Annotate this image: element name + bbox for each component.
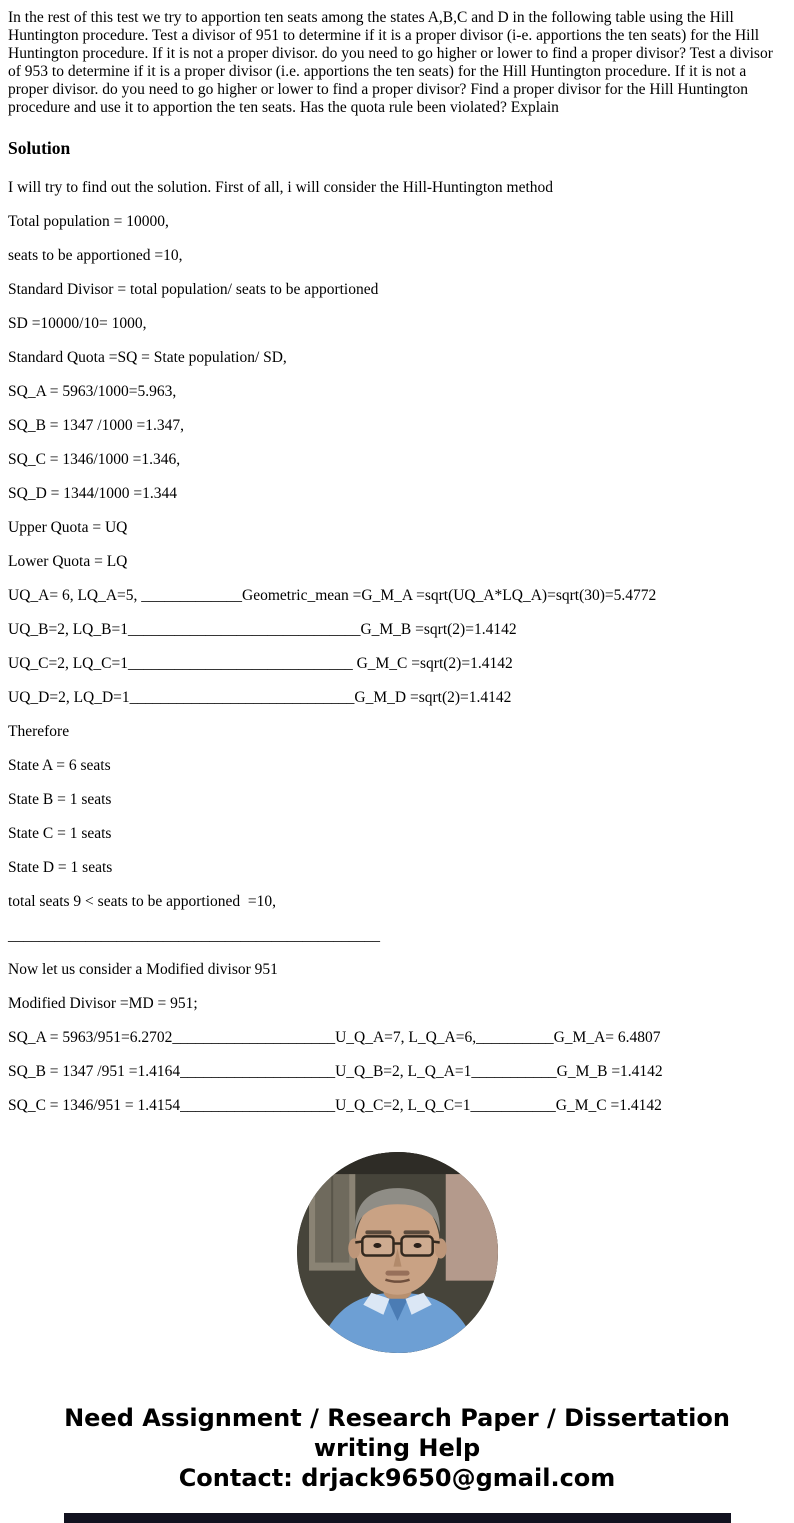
problem-statement: In the rest of this test we try to apportion ten seats among the states A,B,C and D in the following table using the Hill Huntington procedure. Test a divisor of 951 to determine if it is a proper divisor (i-e. apportions the ten seats) for the Hill Huntington procedure. If it is not a proper divisor. do you need to go higher or lower to find a proper divisor? Test a divisor of 953 to determine if it is a proper divisor (i.e. apportions the ten seats) for the Hill Huntington procedure. If it is not a proper divisor. do you need to go higher or lower to find a proper divisor? Find a proper divisor for the Hill Huntington procedure and use it to apportion the ten seats. Has the quota rule been violated? Explain — [8, 9, 773, 116]
footer-banner — [18, 1403, 776, 1493]
solution-line: Standard Quota =SQ = State population/ SD, — [8, 349, 287, 366]
solution-line: SQ_C = 1346/1000 =1.346, — [8, 451, 181, 468]
solution-line: ________________________________________________ — [8, 927, 380, 944]
solution-line: SQ_A = 5963/1000=5.963, — [8, 383, 177, 400]
solution-line: Total population = 10000, — [8, 213, 169, 230]
solution-lines — [8, 179, 786, 1115]
solution-line: seats to be apportioned =10, — [8, 247, 183, 264]
solution-line: SQ_B = 1347 /951 =1.4164____________________U_Q_B=2, L_Q_A=1___________G_M_B =1.4142 — [8, 1063, 663, 1080]
solution-line: Now let us consider a Modified divisor 951 — [8, 961, 278, 978]
bottom-bar — [64, 1513, 731, 1523]
person-photo-icon — [297, 1152, 498, 1353]
solution-line: Therefore — [8, 723, 70, 740]
solution-line: SD =10000/10= 1000, — [8, 315, 147, 332]
solution-line: Modified Divisor =MD = 951; — [8, 995, 198, 1012]
solution-line: UQ_A= 6, LQ_A=5, _____________Geometric_mean =G_M_A =sqrt(UQ_A*LQ_A)=sqrt(30)=5.4772 — [8, 587, 657, 604]
solution-heading: Solution — [8, 138, 71, 158]
solution-line: Lower Quota = LQ — [8, 553, 128, 570]
footer-help-text: Need Assignment / Research Paper / Dissertation writing Help — [64, 1404, 730, 1462]
solution-line: I will try to find out the solution. First of all, i will consider the Hill-Huntington method — [8, 179, 554, 196]
solution-line: SQ_A = 5963/951=6.2702_____________________U_Q_A=7, L_Q_A=6,__________G_M_A= 6.4807 — [8, 1029, 661, 1046]
solution-line: Standard Divisor = total population/ seats to be apportioned — [8, 281, 379, 298]
solution-line: State A = 6 seats — [8, 757, 111, 774]
solution-line: State D = 1 seats — [8, 859, 113, 876]
footer-contact-email: Contact: drjack9650@gmail.com — [178, 1464, 616, 1492]
solution-line: State C = 1 seats — [8, 825, 112, 842]
solution-line: Upper Quota = UQ — [8, 519, 128, 536]
solution-line: UQ_D=2, LQ_D=1_____________________________G_M_D =sqrt(2)=1.4142 — [8, 689, 512, 706]
solution-line: SQ_C = 1346/951 = 1.4154____________________U_Q_C=2, L_Q_C=1___________G_M_C =1.4142 — [8, 1097, 662, 1114]
solution-line: State B = 1 seats — [8, 791, 112, 808]
solution-line: UQ_C=2, LQ_C=1_____________________________ G_M_C =sqrt(2)=1.4142 — [8, 655, 513, 672]
avatar — [297, 1152, 498, 1353]
avatar-container — [8, 1152, 786, 1353]
solution-line: total seats 9 < seats to be apportioned =10, — [8, 893, 277, 910]
solution-line: SQ_D = 1344/1000 =1.344 — [8, 485, 178, 502]
solution-line: SQ_B = 1347 /1000 =1.347, — [8, 417, 184, 434]
solution-line: UQ_B=2, LQ_B=1______________________________G_M_B =sqrt(2)=1.4142 — [8, 621, 517, 638]
